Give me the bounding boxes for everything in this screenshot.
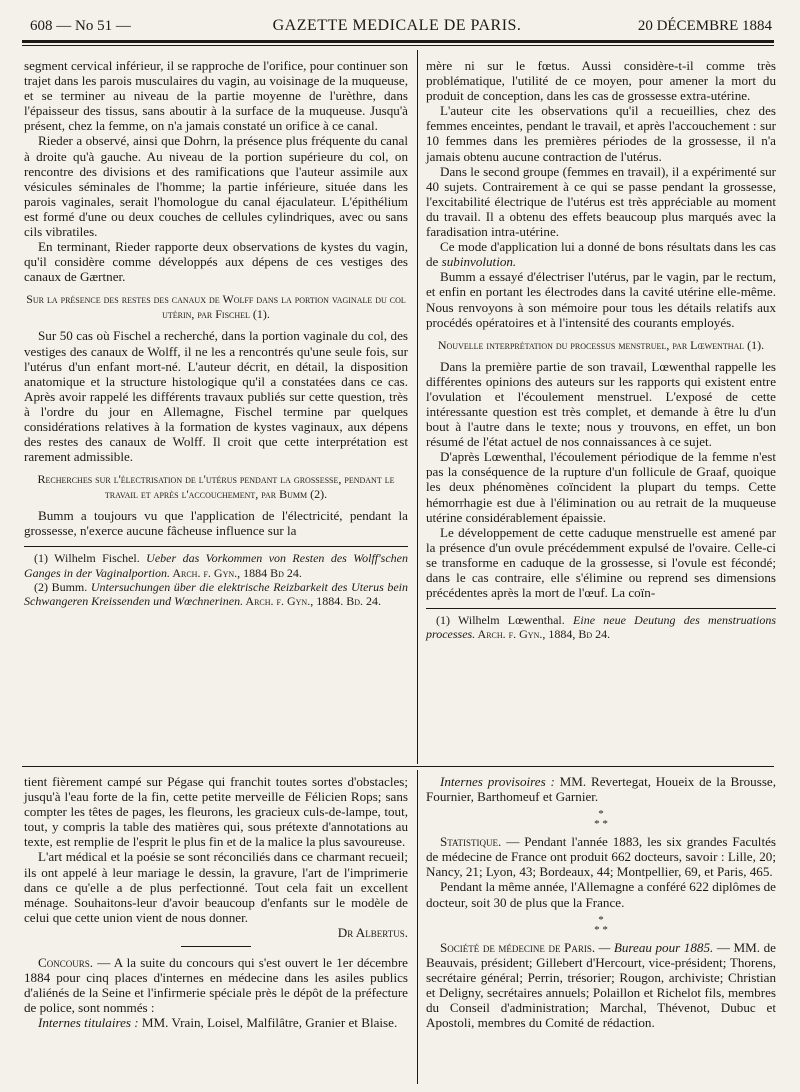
footnote-rule <box>24 546 408 547</box>
lower-left-column <box>24 774 408 1031</box>
asterism-divider: * * * <box>594 913 608 936</box>
header-rule-thin <box>22 45 774 46</box>
paragraph: Le développement de cette caduque menstruelle est amené par la présence d'un ovule précédemment expulsé de l'ovaire. Celle-ci se transforme en caduque de la grossesse, si l'ovule est fécondé; dans le cas contraire, elle s'élimine ou reprend ses dimensions précédentes après la mort de l'œuf. La coïn- <box>426 524 776 601</box>
paragraph: Concours. — A la suite du concours qui s'est ouvert le 1er décembre 1884 pour cinq places d'internes en médecine dans les asiles publics d'aliénés de la Seine et l'infirmerie spéciale près le dépôt de la préfecture de police, sont nommés : <box>24 955 408 1016</box>
paragraph: Internes provisoires : MM. Revertegat, Houeix de la Brousse, Fournier, Barthomeuf et Garnier. <box>426 774 777 805</box>
footnote-1: (1) Wilhelm Lœwenthal. Eine neue Deutung des menstruations processes. Arch. f. Gyn., 1884, Bd 24. <box>426 613 777 642</box>
footnotes <box>24 551 408 608</box>
paragraph: D'après Lœwenthal, l'écoulement périodique de la femme n'est pas la conséquence de la rupture d'un follicule de Graaf, quoique les deux phénomènes coïncident la plupart du temps. Cette hémorrhagie est due à l'élimination ou au retrait de la muqueuse utérine considérablement épaissie. <box>426 449 776 525</box>
paragraph: Internes titulaires : MM. Vrain, Loisel, Malfilâtre, Granier et Blaise. <box>38 1015 398 1031</box>
paragraph: Société de médecine de Paris. — Bureau pour 1885. — MM. de Beauvais, président; Gillebert d'Hercourt, vice-président; Thorens, secrétaire général; Perrin, trésorier; Rougon, archiviste; Christian et Deligny, secrétaires annuels; Polaillon et Richelot fils, membres du Conseil d'administration; Marchal, Thévenot, Dubuc et Apostoli, membres du Comité de rédaction. <box>426 939 776 1031</box>
paragraph: Rieder a observé, ainsi que Dohrn, la présence plus fréquente du canal à droite qu'à gauche. Au niveau de la portion supérieure du col, on rencontre des divisions et des ramifications que l'auteur assimile aux vésicules séminales de l'homme; la partie inférieure, située dans les parois vaginales, serait l'homologue du canal éjaculateur. L'épithélium est formé d'une ou deux couches de cellules cylindriques, avec ou sans cils vibratiles. <box>24 133 408 240</box>
section-heading-fischel: Sur la présence des restes des canaux de Wolff dans la portion vaginale du col utérin, par Fischel (1). <box>26 292 406 322</box>
paragraph: Bumm a toujours vu que l'application de l'électricité, pendant la grossesse, n'exerce aucune fâcheuse influence sur la <box>24 508 408 539</box>
section-heading-bumm: Recherches sur l'électrisation de l'utérus pendant la grossesse, pendant le travail et après l'accouchement, par Bumm (2). <box>37 472 395 502</box>
asterism-divider: * * * <box>594 808 608 831</box>
header-rule-thick <box>22 40 774 43</box>
paragraph: segment cervical inférieur, il se rapproche de l'orifice, pour continuer son trajet dans les parois musculaires du vagin, au voisinage de la muqueuse, et se terminer au niveau de la partie moyenne de l'urèthre, dans l'épaisseur des tissus, sans aboutir à la surface de la muqueuse. Jusqu'à présent, chez la femme, on n'a jamais constaté un orifice à ce canal. <box>24 58 408 134</box>
paragraph: Ce mode d'application lui a donné de bons résultats dans les cas de subinvolution. <box>426 239 776 270</box>
paragraph: L'art médical et la poésie se sont réconciliés dans ce charmant recueil; ils ont appelé à leur mariage le dessin, la gravure, l'art de l'imprimerie dans ce qu'elle a de plus perfectionné. Tout cela fait un excellent ménage. Souhaitons-leur d'avoir beaucoup d'enfants sur le modèle de celui que cette union vient de nous donner. <box>24 849 408 925</box>
journal-title: GAZETTE MEDICALE DE PARIS. <box>272 17 522 34</box>
footnote-rule <box>426 608 776 609</box>
paragraph: En terminant, Rieder rapporte deux observations de kystes du vagin, qu'il considère comme développés aux dépens de ces vestiges des canaux de Gærtner. <box>24 239 408 285</box>
page-number: 608 — No 51 — <box>30 18 131 34</box>
signature: Dr Albertus. <box>337 924 408 940</box>
issue-date: 20 DÉCEMBRE 1884 <box>637 18 772 34</box>
paragraph: mère ni sur le fœtus. Aussi considère-t-il comme très problématique, l'utilité de ce moyen, pour amener la mort du produit de conception, dans les cas de grossesse extra-utérine. <box>426 58 776 104</box>
paragraph: tient fièrement campé sur Pégase qui franchit toutes sortes d'obstacles; jusqu'à l'eau forte de la fin, cette petite merveille de Félicien Rops; sans compter les têtes de pages, les fleurons, les gracieux culs-de-lampe, tout, tout, y compris la table des matières qui, sous prétexte d'annotations au texte, est remplie de l'esprit le plus fin et de la malice la plus savoureuse. <box>24 774 408 850</box>
lower-right-column <box>426 774 776 1030</box>
footnote-1: (1) Wilhelm Fischel. Ueber das Vorkommen von Resten des Wolff'schen Ganges in der Vaginalportion. Arch. f. Gyn., 1884 Bd 24. <box>24 551 409 580</box>
upper-left-column <box>24 58 408 608</box>
upper-right-column <box>426 58 776 642</box>
paragraph: Statistique. — Pendant l'année 1883, les six grandes Facultés de médecine de France ont produit 662 docteurs, savoir : Lille, 20; Nancy, 21; Lyon, 43; Bordeaux, 44; Montpellier, 69, et Paris, 465. <box>426 834 776 880</box>
short-rule <box>181 946 251 947</box>
page-header <box>8 14 786 36</box>
footnote-2: (2) Bumm. Untersuchungen über die elektrische Reizbarkeit des Uterus bein Schwangeren Kreissenden und Wœchnerinen. Arch. f. Gyn., 1884. Bd. 24. <box>24 579 408 609</box>
footnotes <box>426 613 776 641</box>
paragraph: Dans la première partie de son travail, Lœwenthal rappelle les différentes opinions des auteurs sur les rapports qui existent entre l'ovulation et l'écoulement menstruel. L'exposé de cette intéressante question est très complet, et demande à être lu d'un bout à l'autre dans le texte; nous y trouvons, en effet, un bon résumé de l'état actuel de nos connaissances à ce sujet. <box>426 358 776 450</box>
column-divider-top <box>417 50 418 764</box>
paragraph: Bumm a essayé d'électriser l'utérus, par le vagin, par le rectum, et enfin en portant les électrodes dans la cavité utérine elle-même. Nous renvoyons à son mémoire pour tous les détails relatifs aux procédés opératoires et à l'intensité des courants employés. <box>426 269 776 330</box>
paragraph: Pendant la même année, l'Allemagne a conféré 622 diplômes de docteur, soit 30 de plus que la France. <box>426 879 776 910</box>
paragraph: L'auteur cite les observations qu'il a recueillies, chez des femmes enceintes, pendant le travail, et après l'accouchement : sur 10 femmes dans les premières périodes de la grossesse, il n'a jamais obtenu aucune contraction de l'utérus. <box>426 103 776 164</box>
section-heading-loewenthal: Nouvelle interprétation du processus menstruel, par Lœwenthal (1). <box>437 337 765 352</box>
paragraph: Sur 50 cas où Fischel a recherché, dans la portion vaginale du col, des vestiges des canaux de Wolff, il ne les a rencontrés qu'une seule fois, sur l'utérus d'un enfant mort-né. L'auteur décrit, en détail, la disposition anatomique et la structure histologique qu'il a constatées dans ce cas. Après avoir rappelé les différents travaux publiés sur cette question, très à l'ordre du jour en Allemagne, Fischel termine par quelques considérations relatives à la formation de kystes vaginaux, aux dépens des restes des canaux de Wolff. Il croit que cette interprétation est rarement admissible. <box>24 328 408 465</box>
column-divider-bottom <box>417 770 418 1084</box>
section-divider <box>22 766 774 767</box>
paragraph: Dans le second groupe (femmes en travail), il a expérimenté sur 40 sujets. Contrairement à ce qui se passe pendant la grossesse, l'excitabilité électrique de l'utérus est très appréciable au moment du travail. Il a obtenu des effets beaucoup plus marqués avec la faradisation intra-utérine. <box>426 163 776 240</box>
